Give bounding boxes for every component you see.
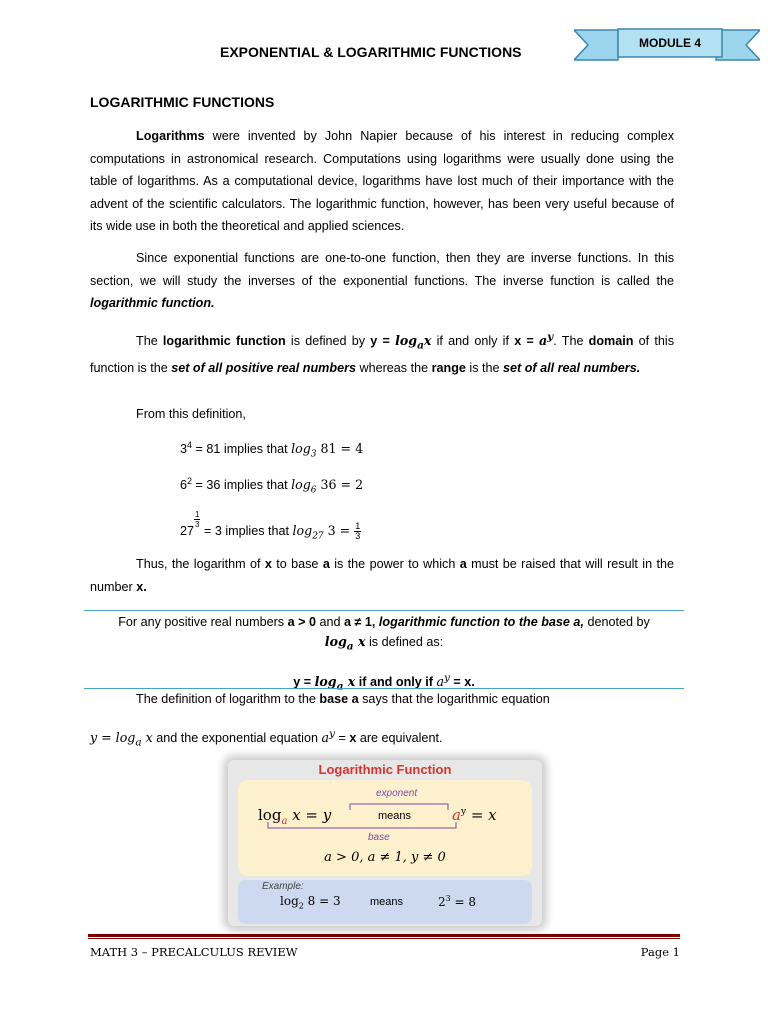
- example-1: $3^4 = 81$ implies that $\log_3 81 = 4$: [180, 440, 364, 460]
- means-label: means: [378, 810, 412, 822]
- figure-equation: $\log_a x = y$: [258, 806, 332, 827]
- footer-rule-thin: [88, 938, 680, 939]
- section-title: LOGARITHMIC FUNCTIONS: [90, 94, 275, 110]
- figure-title: Logarithmic Function: [318, 762, 452, 777]
- figure-definition-panel: [238, 780, 532, 876]
- paragraph-base-definition: The definition of logarithm to the base a says that the logarithmic equation: [136, 692, 550, 706]
- figure-example-log: $\log_2 8 = 3$: [280, 894, 341, 911]
- definition-line-1: For any positive real numbers a > 0 and a ≠ 1, logarithmic function to the base a, denoted by: [118, 615, 650, 629]
- example-2: $6^2 = 36$ implies that $\log_6 36 = 2$: [180, 476, 364, 496]
- exponent-label: exponent: [376, 788, 418, 799]
- figure-example-panel: [238, 880, 532, 924]
- footer-course: MATH 3 – PRECALCULUS REVIEW: [90, 945, 298, 959]
- paragraph-equivalence: $y = \log_a x$ and the exponential equation $a^y = x$ are equivalent.: [90, 728, 443, 749]
- base-label: base: [368, 832, 390, 843]
- definition-line-3: $y = \log_a x$ if and only if $a^y = x$.: [293, 672, 475, 693]
- term-logarithmic-function: logarithmic function.: [90, 296, 215, 310]
- footer-page-number: Page 1: [640, 945, 680, 959]
- definition-line-2: $\log_a x$ is defined as:: [324, 634, 444, 653]
- paragraph-inverse: Since exponential functions are one-to-one function, then they are inverse functions. In this section, we will study the inverses of the exponential functions. The inverse function is called the logarithmic function.: [90, 251, 674, 310]
- term-logarithms: Logarithms: [136, 129, 205, 143]
- example-3: 27 $\frac{1}{3} = 3$ implies that $\log_{27} 3$ = $\frac{1}{3}$: [180, 510, 361, 542]
- footer-rule-thick: [88, 934, 680, 937]
- figure-example-exponential: $2^3 = 8$: [438, 894, 477, 909]
- logarithmic-function-figure: [228, 760, 542, 926]
- figure-exponential-form: $a^y = x$: [452, 806, 497, 824]
- example-means-label: means: [370, 896, 404, 908]
- module-label: MODULE 4: [638, 36, 701, 50]
- figure-conditions: a > 0, a ≠ 1, y ≠ 0: [324, 850, 446, 865]
- definition-box-top-rule: [84, 610, 684, 611]
- paragraph-definition: The logarithmic function is defined by $y = \log_ax$ if and only if $x = a^y$. The domain of this function is the set of all positive real numbers whereas the range is the set of all real numbers.: [90, 331, 674, 376]
- paragraph-logarithm-meaning: Thus, the logarithm of x to base a is the power to which a must be raised that will result in the number x.: [90, 557, 674, 594]
- example-label: Example:: [262, 881, 304, 892]
- paragraph-from-definition: From this definition,: [136, 407, 246, 421]
- paragraph-logarithms-history: Logarithms were invented by John Napier because of his interest in reducing complex computations in astronomical research. Computations using logarithms were usually done using the table of logarithms. As a computational device, logarithms have lost much of their importance with the advent of the scientific calculators. The logarithmic function, however, has been very useful because of its wide use in both the theoretical and applied sciences.: [90, 129, 674, 233]
